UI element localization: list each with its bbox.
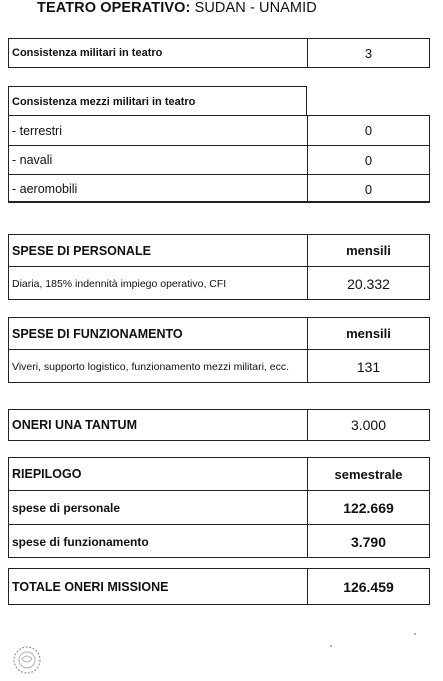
table-row [9, 174, 429, 203]
personnel-costs-period: mensili [346, 243, 391, 258]
vehicle-count: 0 [364, 123, 373, 138]
personnel-costs-table [8, 234, 430, 300]
vehicle-count: 0 [364, 152, 373, 168]
one-off-costs-table [8, 409, 430, 441]
one-off-costs-label: ONERI UNA TANTUM [12, 418, 137, 432]
operating-costs-period: mensili [346, 326, 391, 341]
title-label: TEATRO OPERATIVO: [37, 0, 191, 16]
military-presence-value: 3 [364, 45, 373, 61]
operating-costs-item-label: Viveri, supporto logistico, funzionamento mezzi militari, ecc. [12, 360, 290, 373]
summary-item-label: spese di personale [12, 500, 121, 515]
vehicles-rows [9, 115, 430, 203]
page-title [37, 0, 317, 17]
table-row [9, 266, 429, 300]
personnel-costs-item-value: 20.332 [347, 275, 390, 292]
summary-item-value: 122.669 [343, 499, 394, 516]
military-presence-label: Consistenza militari in teatro [12, 47, 163, 59]
summary-table [8, 457, 430, 558]
scan-speck [414, 633, 416, 635]
personnel-costs-item-label: Diaria, 185% indennità impiego operativo, CFI [12, 277, 227, 290]
vehicle-type-label: - navali [12, 153, 53, 167]
one-off-costs-value: 3.000 [350, 417, 387, 433]
total-value: 126.459 [343, 578, 394, 595]
scan-speck [330, 645, 332, 647]
vehicle-type-label: - terrestri [12, 123, 62, 138]
vehicles-title: Consistenza mezzi militari in teatro [12, 96, 196, 108]
total-table [8, 568, 430, 605]
summary-item-value: 3.790 [350, 533, 387, 550]
table-row [9, 145, 429, 174]
summary-period: semestrale [334, 466, 403, 482]
title-value: SUDAN - UNAMID [194, 0, 317, 16]
official-seal-icon [12, 645, 42, 675]
total-label: TOTALE ONERI MISSIONE [12, 579, 169, 594]
operating-costs-title: SPESE DI FUNZIONAMENTO [12, 326, 183, 341]
table-row [9, 524, 429, 558]
vehicle-count: 0 [364, 181, 373, 197]
table-row [9, 349, 429, 383]
operating-costs-table [8, 317, 430, 383]
personnel-costs-title: SPESE DI PERSONALE [12, 243, 151, 258]
table-row [9, 490, 429, 524]
vehicle-type-label: - aeromobili [12, 182, 78, 196]
operating-costs-item-value: 131 [356, 358, 381, 375]
military-presence-table [8, 38, 430, 68]
vehicles-table [8, 86, 430, 203]
table-row [9, 116, 429, 145]
summary-title: RIEPILOGO [12, 467, 82, 481]
summary-item-label: spese di funzionamento [12, 534, 149, 549]
